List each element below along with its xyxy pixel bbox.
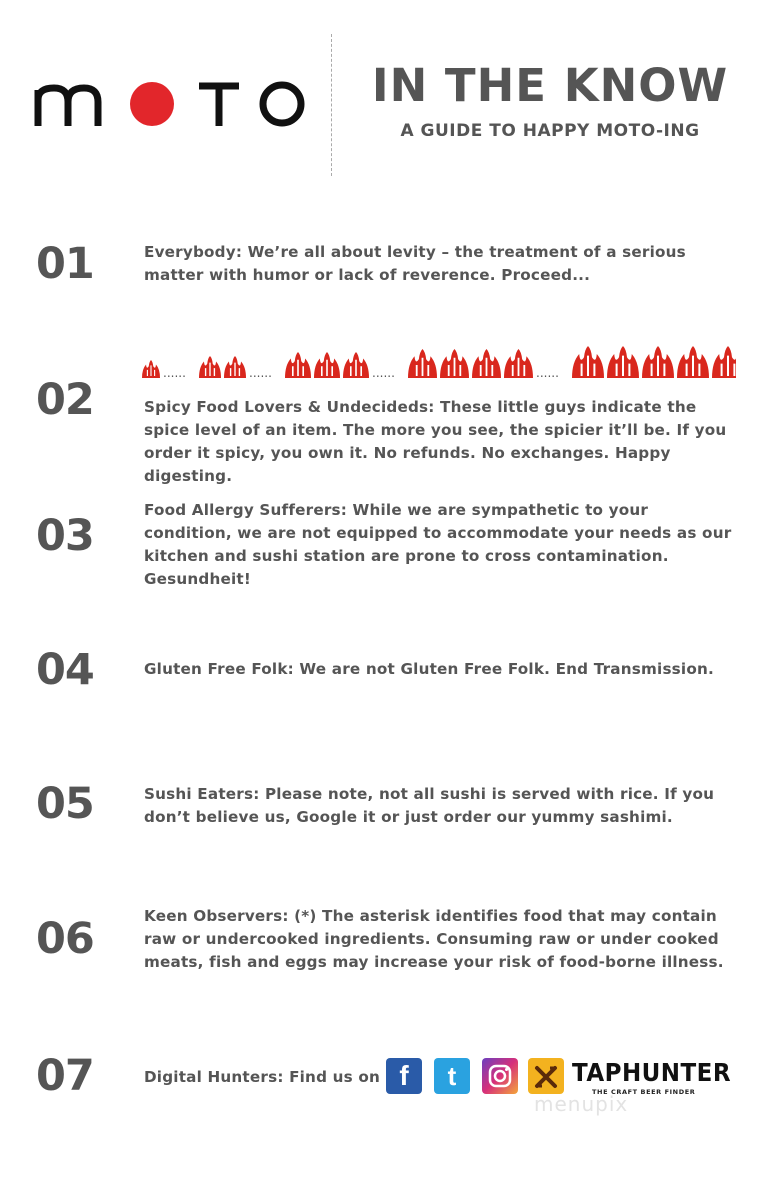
- item-text: Spicy Food Lovers & Undecideds: These little guys indicate the spice level of an item. The more you see, the spicier it’ll be. If you order it spicy, you own it. No refunds. No exchanges. Happy digesting.: [144, 398, 727, 485]
- spice-separator: ......: [536, 366, 559, 380]
- watermark: menupix: [534, 1092, 629, 1116]
- taphunter-wordmark[interactable]: TAPHUNTER: [572, 1058, 731, 1087]
- facebook-icon[interactable]: f: [386, 1058, 422, 1094]
- item-text: Food Allergy Sufferers: While we are sympathetic to your condition, we are not equipped to accommodate your needs as our kitchen and sushi station are prone to cross contamination. Gesundheit!: [144, 501, 732, 588]
- item-text: Everybody: We’re all about levity – the treatment of a serious matter with humor or lack of reverence. Proceed...: [144, 243, 686, 284]
- chili-pepper-icon: [199, 356, 221, 378]
- item-text: Digital Hunters: Find us on: [144, 1068, 381, 1086]
- item-number: 02: [36, 375, 94, 425]
- chili-pepper-icon: [504, 349, 533, 378]
- instagram-icon[interactable]: [482, 1058, 518, 1094]
- item-number: 01: [36, 239, 94, 289]
- item-number: 06: [36, 914, 94, 964]
- taphunter-tagline: THE CRAFT BEER FINDER: [592, 1088, 696, 1096]
- taphunter-icon[interactable]: [528, 1058, 564, 1094]
- spice-separator: ......: [372, 366, 395, 380]
- chili-pepper-icons: [142, 340, 736, 380]
- chili-pepper-icon: [607, 346, 639, 378]
- chili-pepper-icon: [440, 349, 469, 378]
- item-number: 04: [36, 645, 94, 695]
- page-title: IN THE KNOW: [371, 59, 729, 112]
- chili-pepper-icon: [285, 352, 311, 378]
- chili-pepper-icon: [224, 356, 246, 378]
- item-number: 05: [36, 779, 94, 829]
- header: [0, 0, 768, 190]
- item-text: Keen Observers: (*) The asterisk identifies food that may contain raw or undercooked ingredients. Consuming raw or under cooked meats, fish and eggs may increase your risk of food-borne illness.: [144, 907, 724, 971]
- item-number: 03: [36, 511, 94, 561]
- item-text: Sushi Eaters: Please note, not all sushi is served with rice. If you don’t believe us, Google it or just order our yummy sashimi.: [144, 785, 715, 826]
- spice-scale: [142, 340, 736, 380]
- chili-pepper-icon: [677, 346, 709, 378]
- chili-pepper-icon: [642, 346, 674, 378]
- chili-pepper-icon: [408, 349, 437, 378]
- twitter-icon[interactable]: t: [434, 1058, 470, 1094]
- chili-pepper-icon: [712, 346, 736, 378]
- spice-separator: ......: [249, 366, 272, 380]
- header-divider: [331, 34, 332, 176]
- chili-pepper-icon: [472, 349, 501, 378]
- item-number: 07: [36, 1051, 94, 1101]
- chili-pepper-icon: [343, 352, 369, 378]
- chili-pepper-icon: [314, 352, 340, 378]
- item-text: Gluten Free Folk: We are not Gluten Free Folk. End Transmission.: [144, 660, 714, 678]
- chili-pepper-icon: [142, 360, 160, 378]
- moto-logo-mark: [34, 76, 306, 128]
- chili-pepper-icon: [572, 346, 604, 378]
- page-subtitle: A GUIDE TO HAPPY MOTO-ING: [400, 121, 700, 141]
- moto-logo: [34, 76, 306, 128]
- spice-separator: ......: [163, 366, 186, 380]
